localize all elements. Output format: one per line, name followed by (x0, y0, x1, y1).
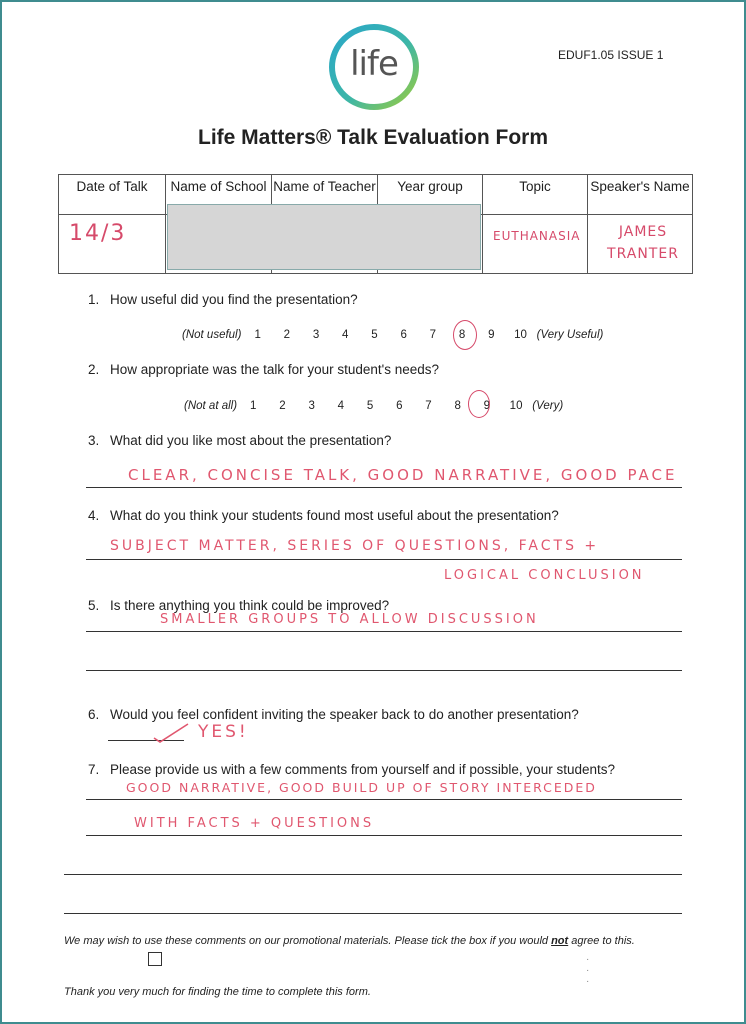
scale-option[interactable]: 6 (400, 329, 407, 341)
scale-option[interactable]: 10 (514, 329, 527, 341)
scale-high-label: (Very Useful) (536, 329, 604, 341)
question-text: Is there anything you think could be improved? (110, 598, 390, 613)
consent-emphasis: not (551, 935, 569, 947)
question-3 (88, 433, 391, 448)
header-school: Name of School (166, 175, 272, 215)
consent-suffix: agree to this. (568, 935, 635, 947)
question-text: How appropriate was the talk for your student's needs? (110, 362, 440, 377)
form-title: Life Matters® Talk Evaluation Form (198, 126, 548, 149)
question-text: How useful did you find the presentation? (110, 292, 358, 307)
answer-line[interactable] (86, 799, 682, 800)
header-speaker: Speaker's Name (588, 175, 693, 215)
scale-option[interactable]: 2 (279, 400, 286, 412)
answer-q6: YES! (198, 722, 249, 742)
logo-text: life (350, 44, 398, 84)
answer-q4-line-1: SUBJECT MATTER, SERIES OF QUESTIONS, FACTS + (110, 538, 600, 554)
scale-option[interactable]: 10 (509, 400, 523, 412)
question-number: 5. (88, 598, 100, 613)
topic-value: EUTHANASIA (493, 229, 581, 243)
scale-option[interactable]: 7 (429, 329, 437, 341)
scale-option-selected[interactable]: 9 (483, 400, 491, 412)
question-number: 7. (88, 762, 100, 777)
question-1 (88, 292, 358, 307)
answer-line[interactable] (86, 559, 682, 560)
scale-option[interactable]: 1 (250, 400, 257, 412)
question-number: 4. (88, 508, 100, 523)
question-2 (88, 362, 439, 377)
question-number: 6. (88, 707, 100, 722)
answer-q7-line-2: WITH FACTS + QUESTIONS (134, 816, 375, 831)
question-7 (88, 762, 615, 777)
answer-q5: SMALLER GROUPS TO ALLOW DISCUSSION (160, 612, 539, 627)
scale-option[interactable]: 8 (458, 329, 466, 341)
question-number: 3. (88, 433, 100, 448)
question-5 (88, 598, 389, 613)
answer-q3: CLEAR, CONCISE TALK, GOOD NARRATIVE, GOOD PACE (128, 466, 678, 484)
selection-circle (468, 390, 490, 418)
question-number: 1. (88, 292, 100, 307)
scale-option[interactable]: 3 (312, 329, 320, 341)
consent-text (64, 933, 690, 949)
answer-line[interactable] (64, 913, 682, 914)
margin-dots: · · · (586, 954, 590, 987)
tick-mark-icon (152, 720, 192, 744)
question-text: Please provide us with a few comments from yourself and if possible, your students? (110, 762, 615, 777)
question-text: What do you think your students found most useful about the presentation? (110, 508, 559, 523)
scale-option[interactable]: 2 (283, 329, 291, 341)
answer-line[interactable] (86, 835, 682, 836)
scale-option[interactable]: 4 (337, 400, 345, 412)
question-4 (88, 508, 559, 523)
consent-prefix: We may wish to use these comments on our promotional materials. Please tick the box if you would (64, 935, 552, 947)
date-value: 14/3 (69, 221, 127, 246)
question-text: What did you like most about the presentation? (110, 433, 392, 448)
header-year-group: Year group (378, 175, 483, 215)
scale-high-label: (Very) (532, 400, 564, 412)
thanks-text: Thank you very much for finding the time to complete this form. (64, 986, 371, 998)
scale-option[interactable]: 5 (371, 329, 378, 341)
form-reference: EDUF1.05 ISSUE 1 (558, 48, 664, 62)
question-number: 2. (88, 362, 100, 377)
scale-low-label: (Not at all) (184, 400, 238, 412)
answer-line[interactable] (86, 487, 682, 488)
answer-q7-line-1: GOOD NARRATIVE, GOOD BUILD UP OF STORY INTERCEDED (126, 780, 597, 795)
answer-q4-line-2: LOGICAL CONCLUSION (444, 568, 645, 583)
scale-option[interactable]: 3 (308, 400, 315, 412)
scale-option[interactable]: 8 (454, 400, 461, 412)
answer-line[interactable] (64, 874, 682, 875)
appropriateness-scale (184, 400, 563, 412)
scale-option[interactable]: 7 (425, 400, 432, 412)
scale-option[interactable]: 1 (254, 329, 261, 341)
scale-low-label: (Not useful) (182, 329, 242, 341)
speaker-cell[interactable] (588, 215, 693, 274)
header-teacher: Name of Teacher (272, 175, 378, 215)
selection-circle (453, 320, 477, 350)
usefulness-scale (182, 329, 603, 341)
scale-option-selected[interactable]: 9 (488, 329, 495, 341)
scale-option[interactable]: 4 (342, 329, 349, 341)
header-date: Date of Talk (59, 175, 166, 215)
do-not-agree-checkbox[interactable] (148, 952, 162, 966)
question-text: Would you feel confident inviting the speaker back to do another presentation? (110, 707, 579, 722)
answer-line[interactable] (86, 631, 682, 632)
redaction-box (167, 204, 481, 270)
scale-option[interactable]: 6 (396, 400, 403, 412)
header-topic: Topic (483, 175, 588, 215)
scale-option[interactable]: 5 (366, 400, 374, 412)
life-logo (326, 22, 422, 112)
topic-cell[interactable] (483, 215, 588, 274)
answer-line[interactable] (86, 670, 682, 671)
speaker-value: JAMES TRANTER (607, 224, 679, 262)
date-cell[interactable] (59, 215, 166, 274)
